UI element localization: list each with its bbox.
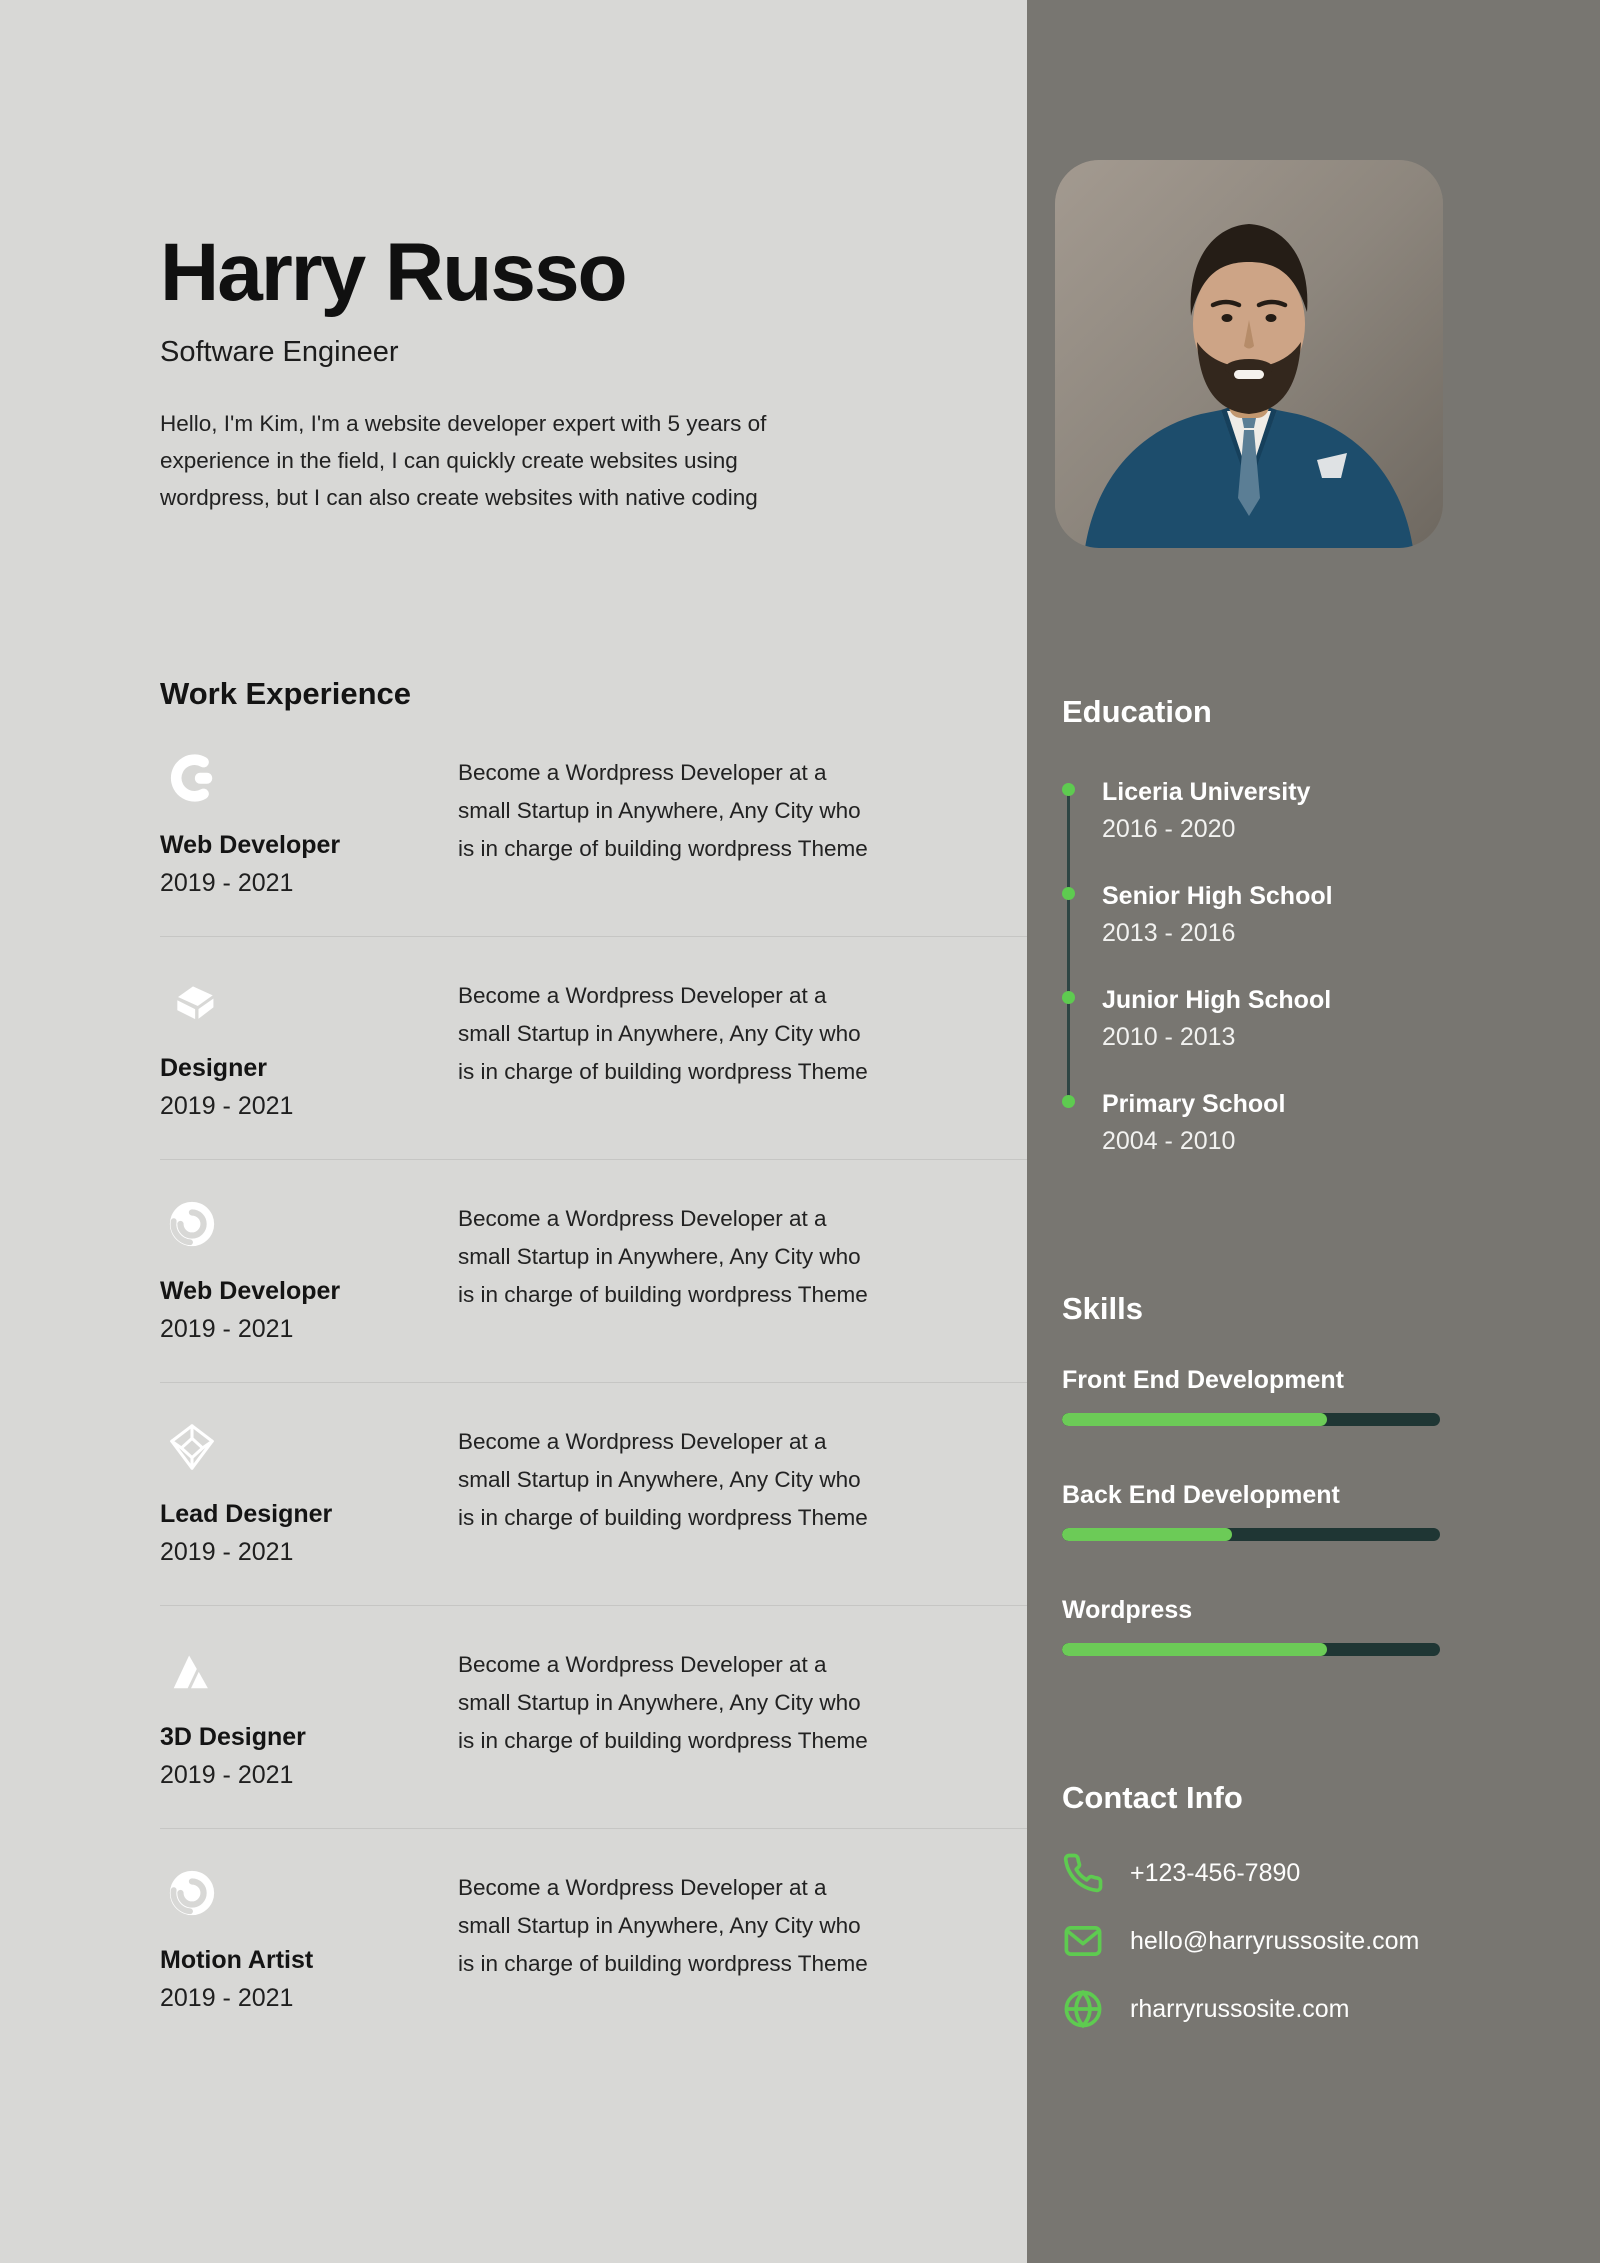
swirl-icon: [166, 1198, 218, 1250]
profile-photo: [1055, 160, 1443, 548]
education-school: Junior High School: [1102, 986, 1332, 1014]
work-item-period: 2019 - 2021: [160, 869, 294, 898]
g-logo-icon: [166, 752, 218, 804]
skill-item: [1062, 1480, 1600, 1541]
mail-icon: [1062, 1920, 1104, 1962]
skill-progress-fill: [1062, 1643, 1327, 1656]
skill-progress-track: [1062, 1643, 1440, 1656]
skill-name: Wordpress: [1062, 1596, 1193, 1624]
work-item-title: Designer: [160, 1054, 267, 1083]
skill-progress-fill: [1062, 1413, 1327, 1426]
work-experience-item: [160, 714, 1028, 937]
contact-row-email: [1062, 1920, 1600, 1962]
summary-line: wordpress, but I can also create websites with native coding: [160, 485, 758, 511]
contact-row-website: [1062, 1988, 1600, 2030]
education-heading: Education: [1062, 694, 1212, 729]
timeline-dot-icon: [1062, 991, 1075, 1004]
person-name: Harry Russo: [160, 227, 626, 318]
education-period: 2013 - 2016: [1102, 919, 1236, 947]
education-item: [1062, 1088, 1600, 1157]
work-item-period: 2019 - 2021: [160, 1761, 294, 1790]
skills-heading: Skills: [1062, 1291, 1143, 1326]
work-item-period: 2019 - 2021: [160, 1538, 294, 1567]
education-list: [1062, 776, 1600, 1157]
work-experience-heading: Work Experience: [160, 676, 411, 712]
education-school: Senior High School: [1102, 882, 1333, 910]
education-school: Liceria University: [1102, 778, 1311, 806]
education-item: [1062, 880, 1600, 949]
gem-wireframe-icon: [166, 1421, 218, 1473]
work-item-description: Become a Wordpress Developer at a small Startup in Anywhere, Any City who is in charge of building wordpress Theme: [458, 1875, 868, 1977]
phone-icon: [1062, 1852, 1104, 1894]
skills-list: [1062, 1365, 1600, 1656]
email-address: hello@harryrussosite.com: [1130, 1926, 1420, 1955]
profile-summary: [160, 405, 1028, 516]
work-item-title: Motion Artist: [160, 1946, 314, 1975]
box-icon: [166, 975, 218, 1027]
contact-heading: Contact Info: [1062, 1780, 1243, 1815]
timeline-dot-icon: [1062, 1095, 1075, 1108]
work-experience-item: [160, 1160, 1028, 1383]
timeline-dot-icon: [1062, 887, 1075, 900]
website-url: rharryrussosite.com: [1130, 1994, 1350, 2023]
work-item-title: Web Developer: [160, 1277, 341, 1306]
skill-progress-track: [1062, 1528, 1440, 1541]
skill-item: [1062, 1365, 1600, 1426]
work-item-title: Web Developer: [160, 831, 341, 860]
work-experience-list: [160, 714, 1028, 2051]
mountain-icon: [166, 1644, 218, 1696]
work-item-title: 3D Designer: [160, 1723, 306, 1752]
education-period: 2010 - 2013: [1102, 1023, 1236, 1051]
work-item-period: 2019 - 2021: [160, 1315, 294, 1344]
globe-icon: [1062, 1988, 1104, 2030]
portrait-illustration: [1055, 160, 1443, 548]
work-item-description: Become a Wordpress Developer at a small Startup in Anywhere, Any City who is in charge of building wordpress Theme: [458, 983, 868, 1085]
phone-number: +123-456-7890: [1130, 1858, 1301, 1887]
main-column: [160, 0, 1028, 2051]
skill-name: Front End Development: [1062, 1366, 1344, 1394]
contact-list: [1062, 1852, 1600, 2030]
work-item-description: Become a Wordpress Developer at a small Startup in Anywhere, Any City who is in charge of building wordpress Theme: [458, 1206, 868, 1308]
work-item-period: 2019 - 2021: [160, 1092, 294, 1121]
contact-row-phone: [1062, 1852, 1600, 1894]
skill-progress-track: [1062, 1413, 1440, 1426]
work-item-period: 2019 - 2021: [160, 1984, 294, 2013]
education-item: [1062, 984, 1600, 1053]
education-school: Primary School: [1102, 1090, 1286, 1118]
timeline-dot-icon: [1062, 783, 1075, 796]
education-period: 2004 - 2010: [1102, 1127, 1236, 1155]
work-experience-item: [160, 1829, 1028, 2051]
work-experience-item: [160, 1383, 1028, 1606]
skill-name: Back End Development: [1062, 1481, 1340, 1509]
swirl-icon: [166, 1867, 218, 1919]
skill-item: [1062, 1595, 1600, 1656]
work-experience-item: [160, 937, 1028, 1160]
summary-line: experience in the field, I can quickly create websites using: [160, 448, 738, 474]
sidebar: [1027, 0, 1600, 2263]
person-job-title: Software Engineer: [160, 336, 399, 369]
work-item-description: Become a Wordpress Developer at a small Startup in Anywhere, Any City who is in charge of building wordpress Theme: [458, 1652, 868, 1754]
skill-progress-fill: [1062, 1528, 1232, 1541]
education-item: [1062, 776, 1600, 845]
work-item-description: Become a Wordpress Developer at a small Startup in Anywhere, Any City who is in charge of building wordpress Theme: [458, 760, 868, 862]
summary-line: Hello, I'm Kim, I'm a website developer expert with 5 years of: [160, 411, 767, 437]
education-period: 2016 - 2020: [1102, 815, 1236, 843]
work-item-title: Lead Designer: [160, 1500, 333, 1529]
work-experience-item: [160, 1606, 1028, 1829]
work-item-description: Become a Wordpress Developer at a small Startup in Anywhere, Any City who is in charge of building wordpress Theme: [458, 1429, 868, 1531]
